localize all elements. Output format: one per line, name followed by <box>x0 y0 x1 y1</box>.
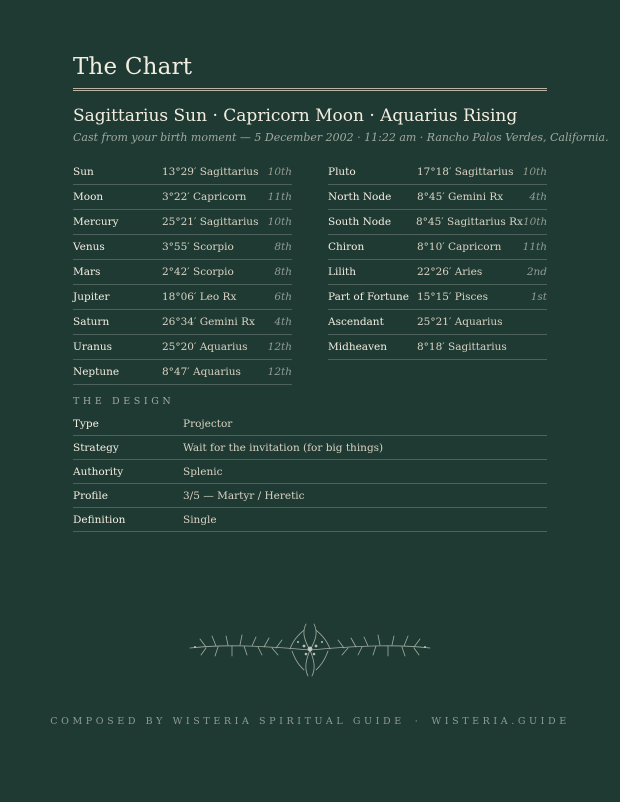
placement-row <box>73 360 292 385</box>
placement-row <box>328 160 547 185</box>
chart-headline: Sagittarius Sun · Capricorn Moon · Aquarius Rising <box>73 106 518 126</box>
placement-row <box>73 210 292 235</box>
placement-sign: 22°26′ Aries <box>417 266 483 278</box>
design-row <box>73 436 547 460</box>
design-section-label: THE DESIGN <box>73 396 175 407</box>
placement-name: Sun <box>73 166 94 178</box>
placement-name: Part of Fortune <box>328 291 409 303</box>
placement-sign: 17°18′ Sagittarius <box>417 166 514 178</box>
placement-name: Moon <box>73 191 104 203</box>
placement-row <box>328 285 547 310</box>
footer-credit <box>0 716 620 727</box>
placement-sign: 8°45′ Sagittarius Rx <box>415 216 523 228</box>
placement-name: Uranus <box>73 341 113 353</box>
placement-sign: 8°45′ Gemini Rx <box>417 191 504 203</box>
placement-sign: 18°06′ Leo Rx <box>162 291 237 303</box>
placement-row <box>328 310 547 335</box>
placement-row <box>73 160 292 185</box>
placement-name: Saturn <box>73 316 110 328</box>
placement-row <box>73 235 292 260</box>
placement-sign: 8°10′ Capricorn <box>417 241 502 253</box>
placement-house: 8th <box>274 241 292 253</box>
botanical-sprig-icon <box>186 618 434 682</box>
footer-composed: COMPOSED BY WISTERIA SPIRITUAL GUIDE <box>50 716 405 727</box>
placement-house: 8th <box>274 266 292 278</box>
placement-house: 4th <box>274 316 292 328</box>
placement-name: Jupiter <box>73 291 110 303</box>
placement-row <box>328 210 547 235</box>
placement-row <box>328 260 547 285</box>
placement-house: 10th <box>267 216 292 228</box>
design-value: Splenic <box>183 465 223 478</box>
placement-sign: 15°15′ Pisces <box>417 291 488 303</box>
placement-sign: 25°21′ Aquarius <box>417 316 503 328</box>
placement-row <box>73 285 292 310</box>
design-label: Profile <box>73 489 108 502</box>
placement-row <box>73 260 292 285</box>
placement-name: Mars <box>73 266 101 278</box>
placement-sign: 8°47′ Aquarius <box>162 366 241 378</box>
placement-sign: 13°29′ Sagittarius <box>162 166 259 178</box>
footer-site-link[interactable]: WISTERIA.GUIDE <box>431 716 570 727</box>
placements-column-left <box>73 160 292 385</box>
design-row <box>73 484 547 508</box>
design-value: Wait for the invitation (for big things) <box>183 441 384 454</box>
design-label: Strategy <box>73 441 119 454</box>
placement-row <box>73 335 292 360</box>
placement-sign: 25°21′ Sagittarius <box>162 216 259 228</box>
placement-row <box>328 235 547 260</box>
placement-name: Lilith <box>328 266 357 278</box>
placement-house: 12th <box>267 341 292 353</box>
page-title: The Chart <box>73 54 193 80</box>
design-row <box>73 412 547 436</box>
placement-name: Midheaven <box>328 341 387 353</box>
placement-house: 1st <box>530 291 547 303</box>
placement-name: Chiron <box>328 241 365 253</box>
design-label: Definition <box>73 513 126 526</box>
placement-sign: 25°20′ Aquarius <box>162 341 248 353</box>
placement-house: 11th <box>267 191 292 203</box>
placements-table <box>73 160 547 385</box>
title-divider <box>73 88 547 91</box>
placement-name: Ascendant <box>328 316 384 328</box>
design-label: Authority <box>73 465 124 478</box>
design-value: Single <box>183 513 217 526</box>
birth-details: Cast from your birth moment — 5 December 2002 · 11:22 am · Rancho Palos Verdes, California. <box>73 131 609 144</box>
design-value: Projector <box>183 417 233 430</box>
placement-name: North Node <box>328 191 392 203</box>
placement-sign: 8°18′ Sagittarius <box>417 341 507 353</box>
placement-sign: 2°42′ Scorpio <box>162 266 234 278</box>
placement-house: 11th <box>522 241 547 253</box>
design-label: Type <box>73 417 99 430</box>
placement-row <box>73 310 292 335</box>
placement-name: Pluto <box>328 166 356 178</box>
design-row <box>73 460 547 484</box>
placement-sign: 26°34′ Gemini Rx <box>162 316 255 328</box>
design-table <box>73 412 547 532</box>
placement-name: Neptune <box>73 366 120 378</box>
placement-row <box>73 185 292 210</box>
placement-row <box>328 335 547 360</box>
placement-house: 10th <box>522 216 548 228</box>
placement-name: South Node <box>328 216 392 228</box>
placement-house: 12th <box>267 366 292 378</box>
placement-house: 2nd <box>526 266 547 278</box>
placement-row <box>328 185 547 210</box>
design-value: 3/5 — Martyr / Heretic <box>183 489 305 502</box>
placements-column-right <box>328 160 547 385</box>
placement-name: Mercury <box>73 216 119 228</box>
placement-house: 4th <box>529 191 547 203</box>
placement-house: 10th <box>267 166 292 178</box>
placement-sign: 3°55′ Scorpio <box>162 241 234 253</box>
placement-name: Venus <box>73 241 105 253</box>
placement-sign: 3°22′ Capricorn <box>162 191 247 203</box>
footer-separator: · <box>414 716 422 727</box>
design-row <box>73 508 547 532</box>
placement-house: 6th <box>274 291 292 303</box>
placement-house: 10th <box>522 166 547 178</box>
